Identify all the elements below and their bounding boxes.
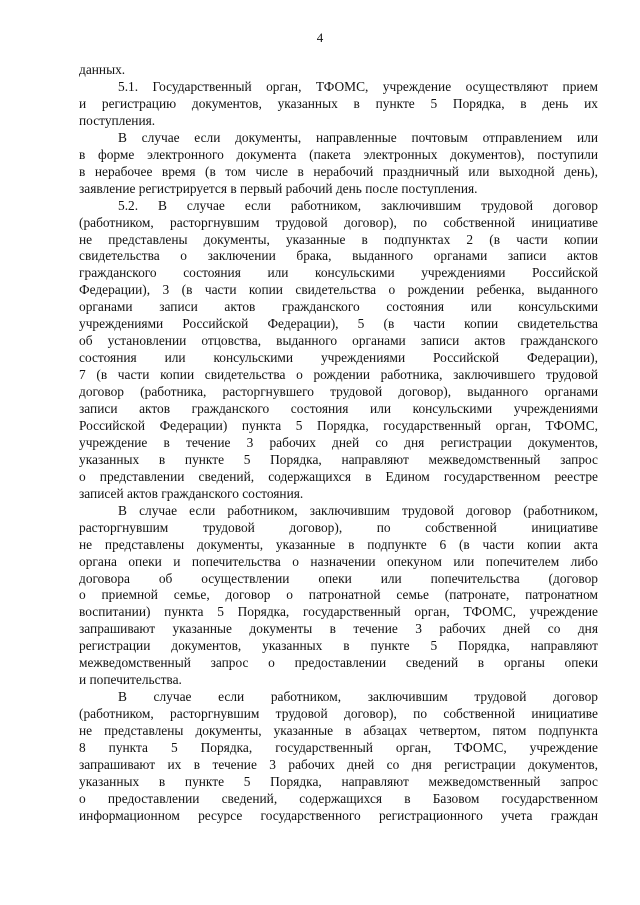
text-line: гражданского состояния или консульскими учреждениями Российской	[79, 265, 598, 281]
text-line: и регистрацию документов, указанных в пункте 5 Порядка, в день их	[79, 95, 598, 111]
text-line: 5.1. Государственный орган, ТФОМС, учреждение осуществляют прием	[118, 78, 598, 94]
text-line: (работником, расторгнувшим трудовой договор), по собственной инициативе	[79, 706, 598, 722]
text-line: регистрации документов, указанных в пункте 5 Порядка, направляют	[79, 638, 598, 654]
text-line: в нерабочее время (в том числе в нерабочий праздничный или выходной день),	[79, 163, 598, 179]
text-line: не представлены документы, указанные в абзацах четвертом, пятом подпункта	[79, 723, 598, 739]
text-line: записи актов гражданского состояния или консульскими учреждениями	[79, 401, 598, 416]
text-line: В случае если работником, заключившим трудовой договор (работником,	[118, 502, 598, 518]
text-line: записей актов гражданского состояния.	[79, 485, 304, 501]
text-line: о приемной семье, договор о патронатной семье (патронате, патронатном	[79, 587, 598, 603]
text-line: В случае если документы, направленные почтовым отправлением или	[118, 129, 598, 145]
text-line: учреждениями Российской Федерации), 5 (в части копии свидетельства	[79, 316, 598, 332]
text-line: о предоставлении сведений, содержащихся в Базовом государственном	[79, 790, 598, 806]
text-line: 5.2. В случае если работником, заключившим трудовой договор	[118, 197, 598, 213]
text-line: учреждение в течение 3 рабочих дней со дня регистрации документов,	[79, 434, 598, 450]
text-line: 8 пункта 5 Порядка, государственный орган, ТФОМС, учреждение	[79, 740, 598, 755]
text-line: не представлены документы, указанные в подпункте 6 (в части копии акта	[79, 536, 598, 552]
text-line: (работником, расторгнувшим трудовой договор), по собственной инициативе	[79, 214, 598, 230]
text-line: заявление регистрируется в первый рабочий день после поступления.	[79, 180, 478, 196]
text-line: воспитании) пункта 5 Порядка, государственный орган, ТФОМС, учреждение	[79, 604, 598, 620]
text-line: договор (работника, расторгнувшего трудовой договор), выданного органами	[79, 384, 598, 400]
text-line: межведомственный запрос о предоставлении сведений в органы опеки	[79, 655, 598, 671]
text-line: в форме электронного документа (пакета электронных документов), поступили	[79, 146, 598, 162]
text-line: состояния или консульскими учреждениями Российской Федерации),	[79, 350, 598, 366]
text-line: об установлении отцовства, выданного органами записи актов гражданского	[79, 333, 598, 349]
text-line: данных.	[79, 62, 126, 77]
text-line: органа опеки и попечительства о назначении опекуном или попечителем либо	[79, 553, 598, 569]
page-number: 4	[316, 30, 324, 45]
text-line: свидетельства о заключении брака, выданного органами записи актов	[79, 248, 598, 264]
text-line: расторгнувшим трудовой договор), по собственной инициативе	[79, 519, 598, 535]
text-line: поступления.	[79, 112, 156, 128]
text-line: указанных в пункте 5 Порядка, направляют межведомственный запрос	[79, 451, 598, 467]
text-line: В случае если работником, заключившим трудовой договор	[118, 689, 598, 705]
text-line: запрашивают указанные документы в течение 3 рабочих дней со дня	[79, 621, 598, 637]
text-line: и попечительства.	[79, 672, 182, 688]
text-line: не представлены документы, указанные в подпунктах 2 (в части копии	[79, 231, 598, 247]
text-line: органами записи актов гражданского состояния или консульскими	[79, 299, 598, 315]
text-line: указанных в пункте 5 Порядка, направляют межведомственный запрос	[79, 773, 598, 789]
text-line: Российской Федерации) пункта 5 Порядка, государственный орган, ТФОМС,	[79, 417, 598, 433]
text-line: запрашивают их в течение 3 рабочих дней со дня регистрации документов,	[79, 756, 598, 772]
text-line: Федерации), 3 (в части копии свидетельства о рождении ребенка, выданного	[79, 282, 598, 298]
text-line: информационном ресурсе государственного регистрационного учета граждан	[79, 807, 598, 823]
text-line: договора об осуществлении опеки или попечительства (договор	[79, 570, 598, 586]
text-line: о представлении сведений, содержащихся в Едином государственном реестре	[79, 468, 598, 484]
text-line: 7 (в части копии свидетельства о рождении работника, заключившего трудовой	[79, 367, 598, 383]
